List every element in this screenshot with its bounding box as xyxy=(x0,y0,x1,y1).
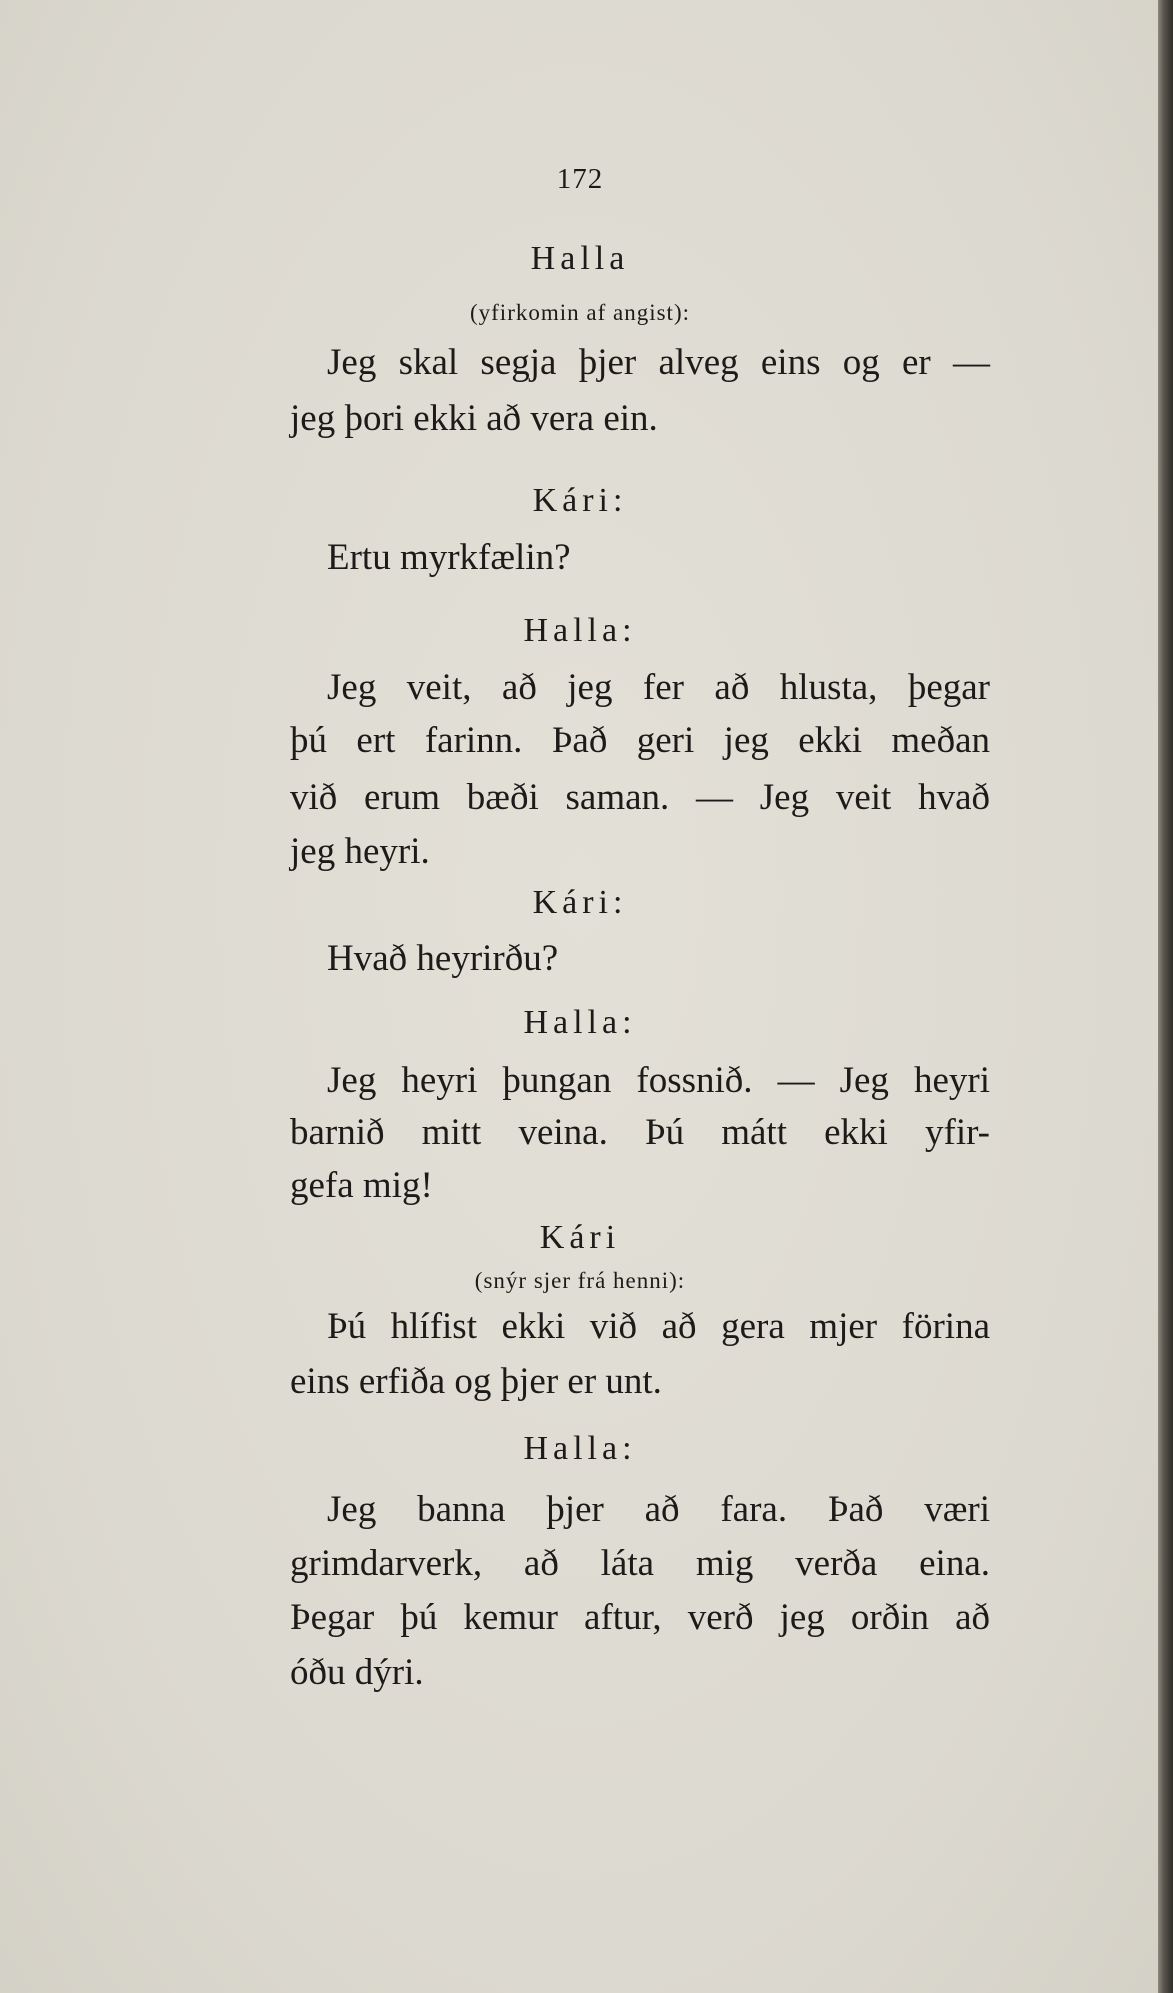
dialogue-line: þú ert farinn. Það geri jeg ekki meðan xyxy=(290,720,990,761)
stage-direction: (snýr sjer frá henni): xyxy=(474,1268,686,1293)
speaker-halla: Halla: xyxy=(523,1430,637,1467)
dialogue-line: Þú hlífist ekki við að gera mjer förina xyxy=(327,1306,990,1347)
speaker-halla: Halla: xyxy=(523,1004,637,1041)
dialogue-line: jeg heyri. xyxy=(290,831,430,872)
dialogue-line: grimdarverk, að láta mig verða eina. xyxy=(290,1543,990,1584)
page-edge-shadow xyxy=(1158,0,1173,1993)
dialogue-line: Þegar þú kemur aftur, verð jeg orðin að xyxy=(290,1597,990,1638)
dialogue-line: jeg þori ekki að vera ein. xyxy=(290,398,658,439)
dialogue-line: Jeg heyri þungan fossnið. — Jeg heyri xyxy=(327,1060,990,1101)
dialogue-line: gefa mig! xyxy=(290,1165,433,1206)
dialogue-line: Hvað heyrirðu? xyxy=(327,938,559,979)
dialogue-line: óðu dýri. xyxy=(290,1652,424,1693)
dialogue-line: Jeg banna þjer að fara. Það væri xyxy=(327,1489,990,1530)
page-number: 172 xyxy=(556,163,604,195)
stage-direction: (yfirkomin af angist): xyxy=(469,300,690,325)
dialogue-line: við erum bæði saman. — Jeg veit hvað xyxy=(290,777,990,818)
dialogue-line: barnið mitt veina. Þú mátt ekki yfir- xyxy=(290,1112,990,1153)
dialogue-line: eins erfiða og þjer er unt. xyxy=(290,1361,662,1402)
speaker-kari: Kári: xyxy=(532,482,628,519)
dialogue-line: Jeg skal segja þjer alveg eins og er — xyxy=(327,342,990,383)
dialogue-line: Ertu myrkfælin? xyxy=(327,537,571,578)
speaker-halla: Halla xyxy=(530,240,630,277)
speaker-kari: Kári: xyxy=(532,884,628,921)
speaker-kari: Kári xyxy=(539,1219,621,1256)
speaker-halla: Halla: xyxy=(523,612,637,649)
dialogue-line: Jeg veit, að jeg fer að hlusta, þegar xyxy=(327,667,990,708)
